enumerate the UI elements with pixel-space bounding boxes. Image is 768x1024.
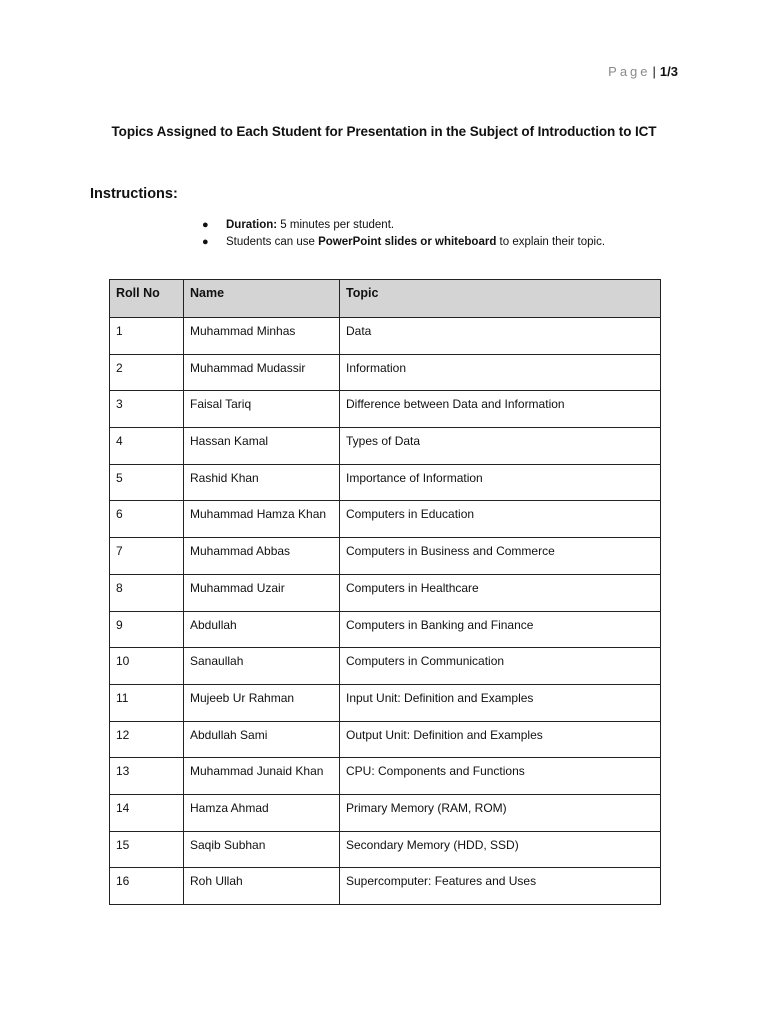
table-row <box>110 648 661 685</box>
cell-topic: Primary Memory (RAM, ROM) <box>340 794 661 831</box>
cell-topic: Supercomputer: Features and Uses <box>340 868 661 905</box>
cell-name: Mujeeb Ur Rahman <box>184 684 340 721</box>
cell-roll-no: 9 <box>110 611 184 648</box>
cell-roll-no: 14 <box>110 794 184 831</box>
tools-prefix: Students can use <box>226 236 319 248</box>
cell-name: Sanaullah <box>184 648 340 685</box>
cell-name: Abdullah <box>184 611 340 648</box>
cell-roll-no: 3 <box>110 391 184 428</box>
tools-bold: PowerPoint slides or whiteboard <box>318 236 497 248</box>
cell-roll-no: 6 <box>110 501 184 538</box>
table-row <box>110 354 661 391</box>
instruction-duration <box>200 217 605 234</box>
cell-roll-no: 5 <box>110 464 184 501</box>
cell-topic: Computers in Banking and Finance <box>340 611 661 648</box>
cell-name: Muhammad Junaid Khan <box>184 758 340 795</box>
cell-topic: Secondary Memory (HDD, SSD) <box>340 831 661 868</box>
table-row <box>110 684 661 721</box>
table-row <box>110 318 661 355</box>
table-header-row <box>110 280 661 318</box>
page-count: 1/3 <box>659 64 678 79</box>
table-row <box>110 428 661 465</box>
table-row <box>110 501 661 538</box>
cell-name: Roh Ullah <box>184 868 340 905</box>
cell-topic: Importance of Information <box>340 464 661 501</box>
cell-topic: Computers in Education <box>340 501 661 538</box>
cell-roll-no: 13 <box>110 758 184 795</box>
cell-name: Muhammad Uzair <box>184 574 340 611</box>
table-row <box>110 868 661 905</box>
cell-topic: Output Unit: Definition and Examples <box>340 721 661 758</box>
table-row <box>110 611 661 648</box>
header-topic: Topic <box>340 280 661 318</box>
table-row <box>110 538 661 575</box>
table-row <box>110 391 661 428</box>
cell-name: Hamza Ahmad <box>184 794 340 831</box>
cell-roll-no: 2 <box>110 354 184 391</box>
table-row <box>110 831 661 868</box>
duration-label: Duration: <box>226 219 278 231</box>
cell-topic: CPU: Components and Functions <box>340 758 661 795</box>
cell-roll-no: 8 <box>110 574 184 611</box>
table-row <box>110 464 661 501</box>
cell-roll-no: 4 <box>110 428 184 465</box>
cell-topic: Types of Data <box>340 428 661 465</box>
table-row <box>110 721 661 758</box>
cell-topic: Information <box>340 354 661 391</box>
cell-name: Saqib Subhan <box>184 831 340 868</box>
cell-roll-no: 10 <box>110 648 184 685</box>
cell-name: Muhammad Abbas <box>184 538 340 575</box>
cell-topic: Difference between Data and Information <box>340 391 661 428</box>
cell-name: Hassan Kamal <box>184 428 340 465</box>
page-number <box>608 64 678 79</box>
cell-roll-no: 1 <box>110 318 184 355</box>
instruction-tools <box>200 234 605 251</box>
cell-roll-no: 16 <box>110 868 184 905</box>
header-roll-no: Roll No <box>110 280 184 318</box>
instructions-list <box>200 217 605 251</box>
cell-topic: Data <box>340 318 661 355</box>
cell-name: Faisal Tariq <box>184 391 340 428</box>
table-row <box>110 794 661 831</box>
document-title: Topics Assigned to Each Student for Presentation in the Subject of Introduction to ICT <box>111 124 657 139</box>
cell-roll-no: 11 <box>110 684 184 721</box>
instructions-heading: Instructions: <box>90 186 178 202</box>
table-header <box>110 280 661 318</box>
cell-topic: Input Unit: Definition and Examples <box>340 684 661 721</box>
duration-text: 5 minutes per student. <box>277 219 395 231</box>
cell-name: Rashid Khan <box>184 464 340 501</box>
cell-topic: Computers in Communication <box>340 648 661 685</box>
table-row <box>110 574 661 611</box>
header-name: Name <box>184 280 340 318</box>
cell-topic: Computers in Business and Commerce <box>340 538 661 575</box>
cell-name: Muhammad Minhas <box>184 318 340 355</box>
page-label: Page <box>608 64 651 79</box>
cell-name: Abdullah Sami <box>184 721 340 758</box>
cell-roll-no: 15 <box>110 831 184 868</box>
cell-roll-no: 12 <box>110 721 184 758</box>
table-row <box>110 758 661 795</box>
topics-table <box>109 279 661 905</box>
page-separator: | <box>652 64 656 79</box>
cell-name: Muhammad Mudassir <box>184 354 340 391</box>
bullet-icon: ● <box>202 236 209 248</box>
tools-suffix: to explain their topic. <box>496 236 606 248</box>
cell-name: Muhammad Hamza Khan <box>184 501 340 538</box>
cell-topic: Computers in Healthcare <box>340 574 661 611</box>
bullet-icon: ● <box>202 219 209 231</box>
cell-roll-no: 7 <box>110 538 184 575</box>
table-body <box>110 318 661 905</box>
